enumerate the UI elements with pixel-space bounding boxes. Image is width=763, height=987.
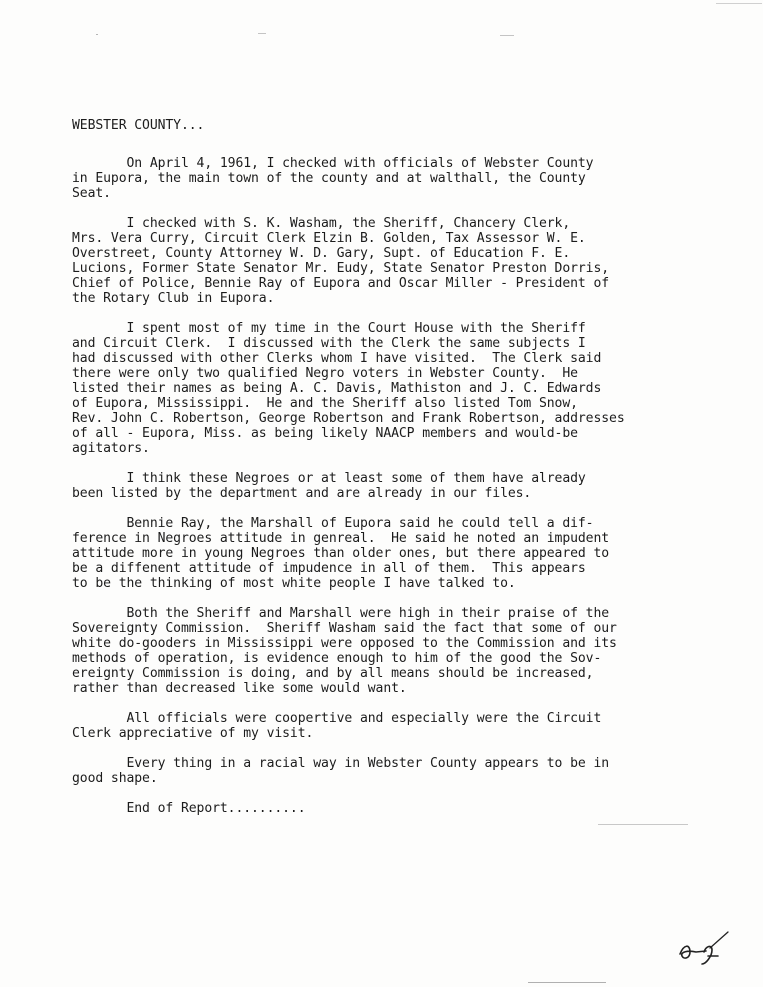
paragraph — [72, 711, 722, 741]
paragraph — [72, 756, 722, 786]
text-line: and Circuit Clerk. I discussed with the Clerk the same subjects I — [72, 336, 586, 351]
text-line: white do-gooders in Mississippi were opposed to the Commission and its — [72, 636, 617, 651]
text-line: of Eupora, Mississippi. He and the Sheriff also listed Tom Snow, — [72, 396, 578, 411]
text-line: Bennie Ray, the Marshall of Eupora said he could tell a dif- — [72, 516, 594, 531]
text-line: there were only two qualified Negro voters in Webster County. He — [72, 366, 578, 381]
text-line: On April 4, 1961, I checked with officials of Webster County — [72, 156, 594, 171]
text-line: I spent most of my time in the Court House with the Sheriff — [72, 321, 586, 336]
paragraph — [72, 156, 722, 201]
text-line: the Rotary Club in Eupora. — [72, 291, 275, 306]
text-line: been listed by the department and are already in our files. — [72, 486, 532, 501]
end-of-report: End of Report.......... — [72, 801, 306, 816]
text-line: good shape. — [72, 771, 158, 786]
text-line: All officials were coopertive and especially were the Circuit — [72, 711, 602, 726]
text-line: Chief of Police, Bennie Ray of Eupora and Oscar Miller - President of — [72, 276, 610, 291]
paragraph — [72, 606, 722, 696]
text-line: listed their names as being A. C. Davis, Mathiston and J. C. Edwards — [72, 381, 602, 396]
text-line: Overstreet, County Attorney W. D. Gary, Supt. of Education F. E. — [72, 246, 571, 261]
text-line: methods of operation, is evidence enough to him of the good the Sov- — [72, 651, 602, 666]
text-line: I checked with S. K. Washam, the Sheriff, Chancery Clerk, — [72, 216, 571, 231]
text-line: Sovereignty Commission. Sheriff Washam said the fact that some of our — [72, 621, 617, 636]
memo-body — [72, 118, 722, 816]
text-line: of all - Eupora, Miss. as being likely NAACP members and would-be — [72, 426, 578, 441]
paragraph — [72, 216, 722, 306]
text-line: had discussed with other Clerks whom I have visited. The Clerk said — [72, 351, 602, 366]
text-line: attitude more in young Negroes than older ones, but there appeared to — [72, 546, 610, 561]
text-line: Seat. — [72, 186, 111, 201]
text-line: Mrs. Vera Curry, Circuit Clerk Elzin B. Golden, Tax Assessor W. E. — [72, 231, 586, 246]
scan-speck — [716, 3, 762, 4]
scan-speck — [500, 35, 514, 36]
paragraph — [72, 471, 722, 501]
scan-speck — [598, 824, 688, 825]
text-line: ference in Negroes attitude in genreal. He said he noted an impudent — [72, 531, 610, 546]
handwritten-initials — [676, 930, 730, 968]
text-line: Clerk appreciative of my visit. — [72, 726, 314, 741]
text-line: Every thing in a racial way in Webster County appears to be in — [72, 756, 610, 771]
text-line: I think these Negroes or at least some of them have already — [72, 471, 586, 486]
text-line: agitators. — [72, 441, 150, 456]
document-heading: WEBSTER COUNTY... — [72, 118, 205, 133]
text-line: in Eupora, the main town of the county and at walthall, the County — [72, 171, 586, 186]
text-line: rather than decreased like some would want. — [72, 681, 407, 696]
paragraph — [72, 516, 722, 591]
scan-speck — [258, 33, 266, 34]
paragraph — [72, 321, 722, 456]
text-line: be a diffenent attitude of impudence in all of them. This appears — [72, 561, 586, 576]
text-line: Rev. John C. Robertson, George Robertson and Frank Robertson, addresses — [72, 411, 625, 426]
text-line: ereignty Commission is doing, and by all means should be increased, — [72, 666, 594, 681]
text-line: Both the Sheriff and Marshall were high in their praise of the — [72, 606, 610, 621]
text-line: Lucions, Former State Senator Mr. Eudy, State Senator Preston Dorris, — [72, 261, 610, 276]
scan-speck — [96, 34, 98, 35]
scan-speck — [528, 982, 606, 983]
text-line: to be the thinking of most white people I have talked to. — [72, 576, 516, 591]
